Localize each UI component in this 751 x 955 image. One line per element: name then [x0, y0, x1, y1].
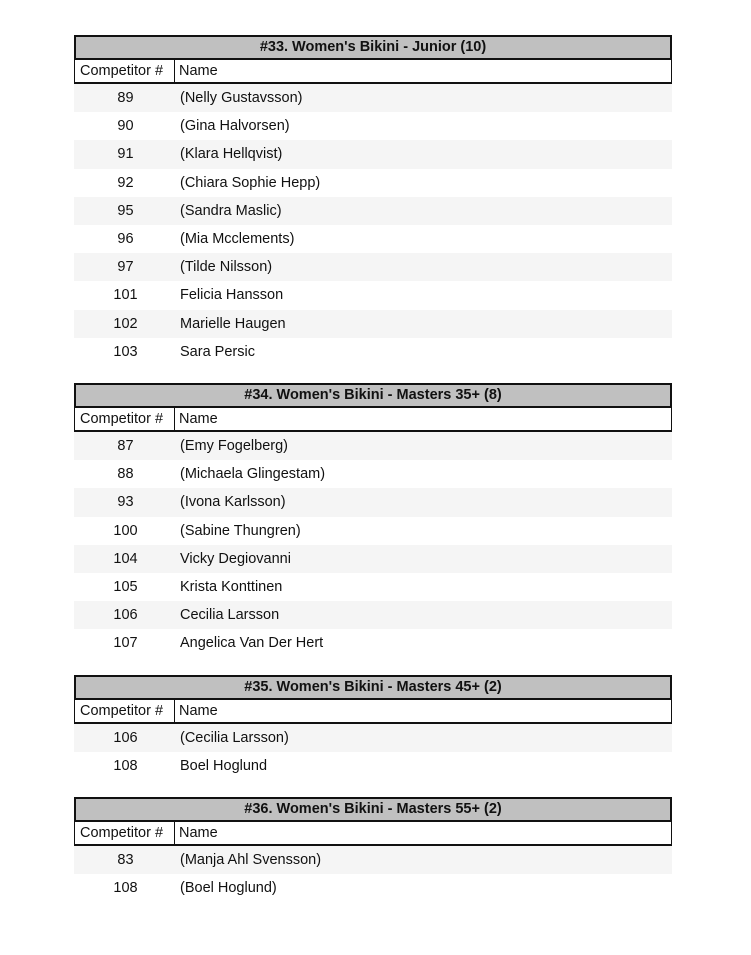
- competitor-name: Krista Konttinen: [180, 578, 283, 595]
- competitor-name: Boel Hoglund: [180, 758, 268, 775]
- division-table: [74, 383, 672, 658]
- table-row: [74, 310, 672, 338]
- table-row: [74, 724, 672, 752]
- column-header-name: Name: [179, 63, 218, 79]
- competitor-number: 106: [113, 607, 138, 624]
- competitor-number: 105: [113, 578, 138, 595]
- column-header-name: Name: [179, 825, 218, 841]
- competitor-name: (Cecilia Larsson): [180, 730, 289, 746]
- table-row: [74, 197, 672, 225]
- column-header-row: [74, 408, 672, 432]
- competitor-number: 95: [117, 202, 134, 219]
- competitor-name: (Chiara Sophie Hepp): [180, 174, 321, 191]
- table-row: [74, 460, 672, 488]
- table-row: [74, 874, 672, 902]
- competitor-number: 101: [113, 287, 138, 304]
- competitor-name: (Nelly Gustavsson): [180, 90, 303, 106]
- competitor-number: 92: [117, 174, 134, 191]
- table-row: [74, 752, 672, 780]
- competitor-name: (Mia Mcclements): [180, 230, 295, 247]
- competitor-name: (Michaela Glingestam): [180, 466, 326, 483]
- column-header-name: Name: [179, 703, 218, 719]
- table-row: [74, 281, 672, 309]
- division-title: #36. Women's Bikini - Masters 55+ (2): [74, 797, 672, 822]
- column-header-name: Name: [179, 411, 218, 427]
- table-row: [74, 601, 672, 629]
- table-row: [74, 573, 672, 601]
- table-row: [74, 112, 672, 140]
- competitor-name: Sara Persic: [180, 343, 255, 360]
- table-row: [74, 338, 672, 366]
- competitor-name: (Emy Fogelberg): [180, 438, 288, 454]
- table-row: [74, 517, 672, 545]
- competitor-name: (Tilde Nilsson): [180, 259, 273, 276]
- table-row: [74, 545, 672, 573]
- competitor-number: 108: [113, 758, 138, 775]
- table-row: [74, 225, 672, 253]
- competitor-number: 89: [117, 90, 134, 106]
- competitor-name: (Manja Ahl Svensson): [180, 852, 322, 868]
- competitor-name: (Klara Hellqvist): [180, 146, 283, 163]
- competitor-name: (Ivona Karlsson): [180, 494, 286, 511]
- column-header-row: [74, 700, 672, 724]
- column-header-competitor-number: Competitor #: [75, 822, 175, 844]
- competitor-number: 93: [117, 494, 134, 511]
- competitor-number: 97: [117, 259, 134, 276]
- table-row: [74, 253, 672, 281]
- competitor-number: 91: [117, 146, 134, 163]
- table-row: [74, 629, 672, 657]
- table-row: [74, 140, 672, 168]
- competitor-number: 87: [117, 438, 134, 454]
- competitor-number: 96: [117, 230, 134, 247]
- division-title: #34. Women's Bikini - Masters 35+ (8): [74, 383, 672, 408]
- competitor-number: 100: [113, 522, 138, 539]
- table-row: [74, 169, 672, 197]
- table-row: [74, 432, 672, 460]
- competitor-name: Felicia Hansson: [180, 287, 284, 304]
- division-title: #33. Women's Bikini - Junior (10): [74, 35, 672, 60]
- column-header-competitor-number: Competitor #: [75, 700, 175, 722]
- column-header-row: [74, 60, 672, 84]
- competitor-name: (Sandra Maslic): [180, 202, 282, 219]
- competitor-name: Vicky Degiovanni: [180, 550, 291, 567]
- competitor-name: (Gina Halvorsen): [180, 118, 290, 135]
- competitor-name: Cecilia Larsson: [180, 607, 280, 624]
- column-header-competitor-number: Competitor #: [75, 408, 175, 430]
- division-title: #35. Women's Bikini - Masters 45+ (2): [74, 675, 672, 700]
- table-row: [74, 846, 672, 874]
- division-table: [74, 35, 672, 366]
- competitor-name: Marielle Haugen: [180, 315, 286, 332]
- competitor-name: (Sabine Thungren): [180, 522, 301, 539]
- competitor-number: 106: [113, 730, 138, 746]
- division-table: [74, 797, 672, 902]
- competitor-number: 108: [113, 880, 138, 897]
- competitor-number: 102: [113, 315, 138, 332]
- competitor-list: [74, 432, 672, 658]
- table-row: [74, 84, 672, 112]
- competitor-number: 83: [117, 852, 134, 868]
- competitor-number: 107: [113, 635, 138, 652]
- table-row: [74, 488, 672, 516]
- column-header-row: [74, 822, 672, 846]
- competitor-number: 104: [113, 550, 138, 567]
- competitor-name: (Boel Hoglund): [180, 880, 277, 897]
- competitor-number: 88: [117, 466, 134, 483]
- competitor-number: 90: [117, 118, 134, 135]
- competitor-list: [74, 724, 672, 780]
- competitor-list: [74, 84, 672, 366]
- competitor-name: Angelica Van Der Hert: [180, 635, 324, 652]
- column-header-competitor-number: Competitor #: [75, 60, 175, 82]
- competitor-list: [74, 846, 672, 902]
- division-table: [74, 675, 672, 780]
- competitor-number: 103: [113, 343, 138, 360]
